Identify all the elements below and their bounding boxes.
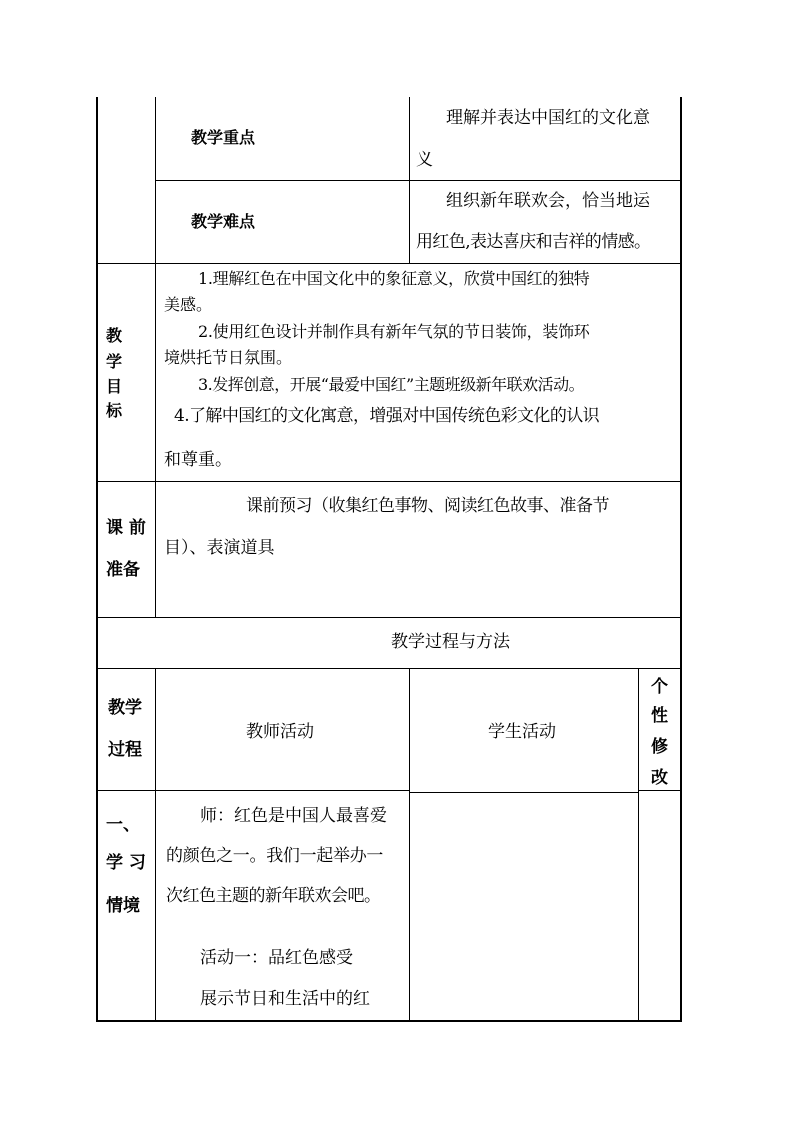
objectives-label-char-3: 目 — [106, 377, 123, 396]
objective-line-3: 2.使用红色设计并制作具有新年气氛的节日装饰，装饰环 — [198, 322, 590, 341]
difficulty-content-line1: 组织新年联欢会，恰当地运 — [446, 191, 650, 211]
divider-label-column — [155, 97, 156, 617]
objective-line-1: 1.理解红色在中国文化中的象征意义，欣赏中国红的独特 — [198, 269, 590, 288]
prep-label-line2: 准备 — [106, 560, 140, 580]
key-point-content-line2: 义 — [416, 150, 433, 170]
process-label-line2: 过程 — [108, 740, 142, 760]
personal-edit-char-2: 性 — [651, 706, 668, 726]
divider-difficulty-objectives — [96, 263, 681, 264]
section1-label-line2: 学 习 — [106, 853, 146, 873]
section1-teacher-line-4: 活动一：品红色感受 — [200, 948, 353, 968]
difficulty-content-line2: 用红色,表达喜庆和吉祥的情感。 — [416, 232, 651, 252]
divider-header-label — [96, 790, 410, 791]
prep-content-line1: 课前预习（收集红色事物、阅读红色故事、准备节 — [246, 496, 609, 516]
objective-line-5: 3.发挥创意，开展“最爱中国红”主题班级新年联欢活动。 — [198, 375, 585, 394]
divider-header-student — [409, 792, 639, 793]
table-border-left — [96, 97, 98, 1021]
objectives-label-char-2: 学 — [106, 352, 123, 371]
prep-content-line2: 目）、表演道具 — [164, 538, 275, 558]
divider-title-header — [96, 668, 681, 669]
divider-process-label — [155, 668, 156, 1020]
personal-edit-char-1: 个 — [651, 677, 668, 697]
objective-line-7: 和尊重。 — [164, 450, 232, 470]
section1-teacher-line-2: 的颜色之一。我们一起举办一 — [166, 846, 384, 866]
difficulty-label: 教学难点 — [191, 212, 256, 231]
objective-line-4: 境烘托节日氛围。 — [164, 348, 293, 367]
section1-label-line1: 一、 — [106, 815, 140, 835]
table-border-right — [680, 97, 682, 1021]
student-activity-header: 学生活动 — [488, 722, 556, 742]
personal-edit-char-3: 修 — [651, 737, 668, 757]
process-label-line1: 教学 — [108, 698, 142, 718]
key-point-content-line1: 理解并表达中国红的文化意 — [446, 108, 650, 128]
key-point-label: 教学重点 — [191, 128, 256, 147]
divider-student-personal — [638, 668, 639, 1020]
divider-header-personal — [638, 790, 680, 791]
section1-teacher-line-3: 次红色主题的新年联欢会吧。 — [166, 886, 381, 906]
personal-edit-char-4: 改 — [651, 768, 668, 788]
objectives-label-char-4: 标 — [106, 401, 123, 420]
objective-line-2: 美感。 — [164, 295, 213, 314]
section1-teacher-line-1: 师：红色是中国人最喜爱 — [200, 806, 387, 826]
table-border-bottom — [96, 1020, 682, 1022]
objectives-label-char-1: 教 — [106, 326, 123, 345]
prep-label-line1: 课 前 — [106, 518, 146, 538]
teacher-activity-header: 教师活动 — [246, 722, 314, 742]
objective-line-6: 4.了解中国红的文化寓意，增强对中国传统色彩文化的认识 — [174, 406, 600, 426]
divider-prep-title — [96, 617, 681, 618]
section1-label-line3: 情境 — [106, 896, 140, 916]
divider-objectives-prep — [96, 481, 681, 482]
divider-teacher-student — [409, 668, 410, 1020]
divider-key-difficulty — [155, 180, 680, 181]
process-title: 教学过程与方法 — [391, 632, 510, 652]
section1-teacher-line-5: 展示节日和生活中的红 — [200, 989, 370, 1009]
